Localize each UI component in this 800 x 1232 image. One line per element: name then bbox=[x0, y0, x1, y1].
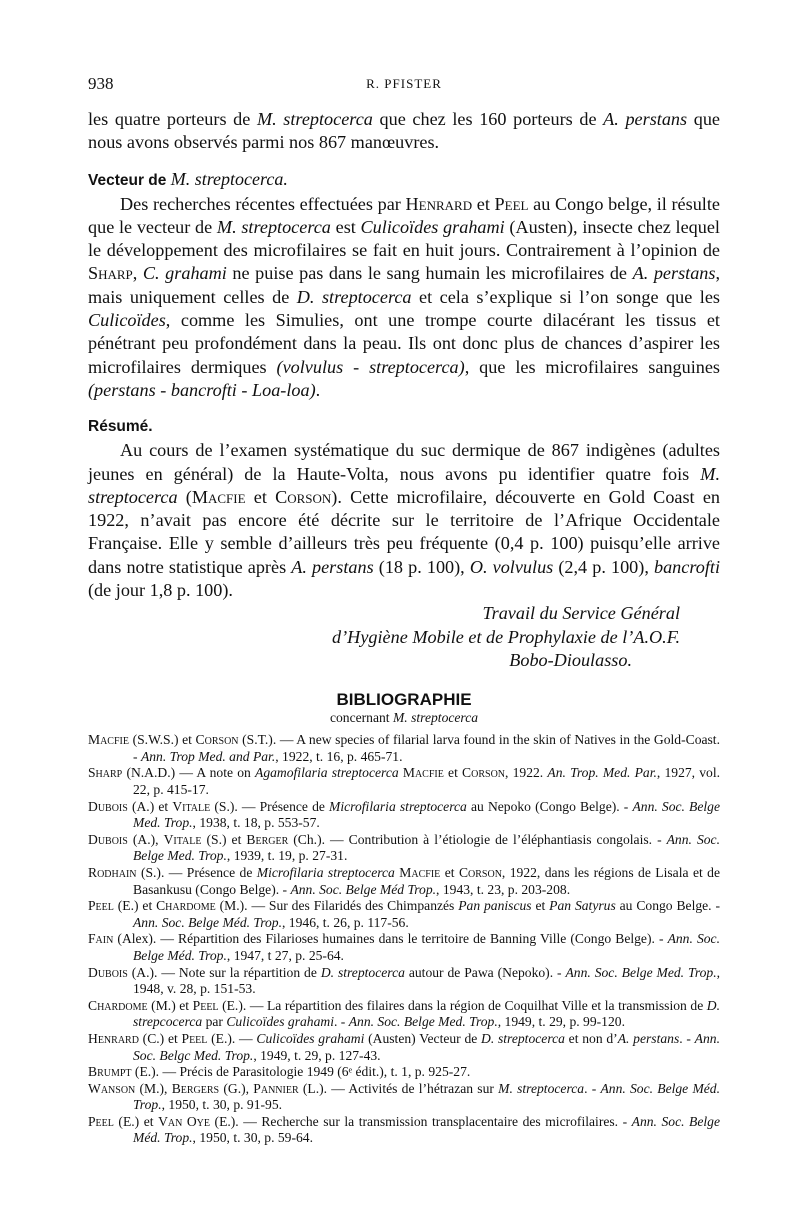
author-name: Peel bbox=[181, 1030, 208, 1046]
text: , 1927, vol. 22, p. 415-17. bbox=[133, 765, 721, 798]
reference-item bbox=[88, 1064, 720, 1081]
journal-title: Ann. Soc. Belge Med. Trop. bbox=[133, 831, 720, 864]
text: . - bbox=[679, 1030, 695, 1046]
section-heading-vecteur bbox=[88, 169, 720, 190]
text: (L.). — Activités de l’hétrazan sur bbox=[298, 1080, 499, 1096]
text: (M.). — Sur des Filaridés des Chimpanzés bbox=[215, 898, 459, 914]
species-name: C. grahami bbox=[142, 263, 227, 284]
text: ( bbox=[177, 486, 192, 507]
species-name: Culicoïdes bbox=[88, 310, 166, 331]
vecteur-paragraph bbox=[88, 193, 720, 403]
text: (N.A.D.) — A note on bbox=[122, 765, 256, 781]
author-name: Peel bbox=[88, 898, 114, 914]
author-name: Sharp bbox=[88, 765, 123, 781]
journal-title: Ann. Soc. Belge Méd. Trop. bbox=[133, 1113, 720, 1146]
reference-item bbox=[88, 832, 720, 865]
text: autour de Pawa (Nepoko). - bbox=[404, 964, 566, 980]
species-name: M. streptocerca bbox=[256, 109, 373, 129]
author-name: Sharp bbox=[88, 263, 133, 284]
text: (Austen) Vecteur de bbox=[364, 1030, 482, 1046]
text: (E.) et bbox=[113, 1113, 159, 1129]
text: , 1950, t. 30, p. 59-64. bbox=[192, 1130, 313, 1146]
species-name: O. volvulus bbox=[469, 556, 554, 577]
species-name: Pan Satyrus bbox=[549, 898, 616, 914]
author-name: Bergers bbox=[171, 1080, 220, 1096]
species-name: M. streptocerca bbox=[216, 216, 331, 237]
journal-title: Ann. Soc. Belge Méd. Trop. bbox=[133, 931, 720, 963]
species-name: Culicoïdes grahami bbox=[256, 1030, 365, 1046]
text: et bbox=[443, 765, 463, 781]
text: , bbox=[132, 263, 143, 284]
reference-item bbox=[88, 1081, 720, 1114]
text: (M.), bbox=[135, 1080, 172, 1096]
text: que chez les 160 porteurs de bbox=[372, 109, 604, 129]
author-name: Corson bbox=[462, 765, 506, 781]
affiliation-line-1: Travail du Service Général bbox=[482, 603, 680, 624]
species-name: D. strepcocerca bbox=[133, 997, 720, 1030]
species-name: Microfilaria streptocerca bbox=[256, 864, 395, 880]
text: (S.) et bbox=[201, 831, 247, 847]
journal-title: Ann. Soc. Belge Méd Trop. bbox=[290, 881, 437, 897]
text: . bbox=[315, 379, 321, 400]
author-name: Peel bbox=[192, 997, 219, 1013]
author-name: Wanson bbox=[88, 1080, 136, 1096]
section-heading-resume: Résumé. bbox=[88, 418, 153, 436]
author-name: Henrard bbox=[88, 1030, 139, 1046]
species-name: D. streptocerca bbox=[481, 1030, 565, 1046]
author-name: Berger bbox=[246, 831, 289, 847]
text: , 1947, t 27, p. 25-64. bbox=[226, 947, 344, 963]
text: , que les microfilaires sanguines bbox=[464, 356, 720, 377]
species-name: Culicoïdes grahami bbox=[226, 1014, 334, 1030]
species-name: (perstans - bancrofti - Loa-loa) bbox=[88, 379, 316, 400]
text: et cela s’explique si l’on songe que les bbox=[411, 286, 720, 307]
journal-title: Ann. Soc. Belge Med. Trop. bbox=[565, 964, 717, 980]
reference-item bbox=[88, 732, 720, 765]
text: au Congo Belge. - bbox=[615, 898, 720, 914]
text: par bbox=[202, 1014, 227, 1030]
journal-title: Ann. Trop Med. and Par. bbox=[140, 748, 276, 764]
text: , 1948, v. 28, p. 151-53. bbox=[133, 964, 721, 997]
journal-title: Ann. Soc. Belge Méd. Trop. bbox=[133, 914, 282, 930]
journal-title: An. Trop. Med. Par. bbox=[547, 765, 657, 781]
article-body bbox=[88, 108, 720, 1147]
species-name: A. perstans bbox=[617, 1030, 680, 1046]
text: (M.) et bbox=[147, 997, 193, 1013]
running-title: R. PFISTER bbox=[366, 76, 442, 91]
text: (S.). — Présence de bbox=[136, 864, 257, 880]
text: et bbox=[440, 864, 459, 880]
heading-species: M. streptocerca. bbox=[170, 168, 288, 189]
text: , 1922, dans les régions de Lisala et de Basankusu (Congo Belge). - bbox=[133, 864, 721, 897]
bibliography-title: BIBLIOGRAPHIE bbox=[336, 690, 472, 710]
text: (Austen), insecte chez lequel le développement des microfilaires se fait en huit jours. Contrairement à l’opinion de bbox=[88, 216, 720, 261]
text: (18 p. 100), bbox=[373, 556, 470, 577]
text: , 1946, t. 26, p. 117-56. bbox=[282, 914, 409, 930]
reference-item bbox=[88, 1031, 720, 1064]
text: et bbox=[245, 486, 276, 507]
species-name: (volvulus - streptocerca) bbox=[276, 356, 465, 377]
reference-list bbox=[88, 732, 720, 1147]
text: (E.). — bbox=[207, 1030, 257, 1046]
reference-item bbox=[88, 931, 720, 964]
reference-item bbox=[88, 898, 720, 931]
species-name: A. perstans bbox=[632, 263, 716, 284]
journal-title: Ann. Soc. Belge Med. Trop. bbox=[348, 1014, 498, 1030]
author-name: Corson bbox=[275, 486, 332, 507]
author-name: Van Oye bbox=[158, 1113, 211, 1129]
text: (S.W.S.) et bbox=[128, 732, 196, 748]
text: Au cours de l’examen systématique du suc dermique de 867 indigènes (adultes jeunes en général) de la Haute-Volta, nous avons pu identifier quatre fois bbox=[88, 440, 720, 484]
author-name: Chardome bbox=[88, 997, 148, 1013]
text: (A.), bbox=[127, 831, 164, 847]
species-name: Microfilaria streptocerca bbox=[329, 798, 467, 814]
author-name: Macfie bbox=[191, 486, 246, 507]
affiliation-line-3: Bobo-Dioulasso. bbox=[509, 649, 632, 670]
author-name: Corson bbox=[458, 864, 502, 880]
species-name: M. streptocerca bbox=[498, 1080, 585, 1096]
text: (Alex). — Répartition des Filarioses humaines dans le territoire de Banning Ville (Congo Belge). - bbox=[113, 931, 668, 947]
text: concernant bbox=[329, 710, 393, 726]
text: , 1949, t. 29, p. 127-43. bbox=[253, 1047, 381, 1063]
text: , 1943, t. 23, p. 203-208. bbox=[436, 881, 571, 897]
text: (E.). — Précis de Parasitologie 1949 (6ᵉ édit.), t. 1, p. 925-27. bbox=[131, 1064, 471, 1080]
journal-title: Ann. Soc. Belgc Med. Trop. bbox=[133, 1030, 720, 1063]
species-name: M. streptocerca bbox=[88, 463, 720, 507]
text: Des recherches récentes effectuées par bbox=[120, 193, 406, 214]
author-name: Chardome bbox=[156, 898, 216, 914]
species-name: A. perstans bbox=[291, 556, 374, 577]
author-name: Macfie bbox=[399, 864, 441, 880]
reference-item bbox=[88, 1114, 720, 1147]
text: , 1939, t. 19, p. 27-31. bbox=[226, 848, 348, 864]
journal-title: Ann. Soc. Belge Méd. Trop. bbox=[133, 1080, 721, 1113]
text: ne puise pas dans le sang humain les microfilaires de bbox=[226, 263, 633, 284]
reference-item bbox=[88, 799, 720, 832]
species-name: bancrofti bbox=[653, 556, 720, 577]
reference-item bbox=[88, 865, 720, 898]
text: . - bbox=[333, 1014, 349, 1030]
species-name: M. streptocerca bbox=[392, 710, 479, 726]
text: que nous avons observés parmi nos 867 manœuvres. bbox=[88, 109, 720, 153]
bibliography-subtitle bbox=[88, 710, 720, 726]
author-name: Pannier bbox=[253, 1080, 299, 1096]
text: (2,4 p. 100), bbox=[553, 556, 654, 577]
intro-paragraph bbox=[88, 108, 720, 155]
text: (E.). — Recherche sur la transmission transplacentaire des microfilaires. - bbox=[210, 1113, 632, 1129]
author-name: Brumpt bbox=[88, 1064, 132, 1080]
reference-item bbox=[88, 765, 720, 798]
reference-item bbox=[88, 998, 720, 1031]
text: (S.T.). — A new species of filarial larva found in the skin of Natives in the Gold-Coast. - bbox=[133, 732, 720, 764]
species-name: Culicoïdes grahami bbox=[360, 216, 505, 237]
text: (C.) et bbox=[138, 1030, 182, 1046]
text: est bbox=[330, 216, 361, 237]
text: , 1922. bbox=[505, 765, 548, 781]
text: (de jour 1,8 p. 100). bbox=[88, 580, 233, 601]
text: (E.) et bbox=[113, 898, 157, 914]
author-name: Peel bbox=[494, 193, 529, 214]
text: et non d’ bbox=[564, 1030, 618, 1046]
author-name: Macfie bbox=[88, 732, 129, 748]
resume-paragraph bbox=[88, 439, 720, 602]
text: , 1949, t. 29, p. 99-120. bbox=[497, 1014, 625, 1030]
text: , comme les Simulies, ont une trompe courte dilacérant les tissus et pénétrant peu profondément dans la peau. Ils ont donc plus de chances d’aspirer les microfilaires dermiques bbox=[88, 310, 720, 377]
affiliation-line-2: d’Hygiène Mobile et de Prophylaxie de l’A.O.F. bbox=[332, 626, 680, 647]
text: (G.), bbox=[219, 1080, 254, 1096]
text: . - bbox=[584, 1080, 601, 1096]
author-name: Vitale bbox=[163, 831, 202, 847]
author-name: Henrard bbox=[405, 193, 473, 214]
text: , 1922, t. 16, p. 465-71. bbox=[275, 748, 403, 764]
text: ). Cette microfilaire, découverte en Gold Coast en 1922, n’avait pas encore été décrite sur le territoire de l’Afrique Occidentale Française. Elle y semble d’ailleurs très peu fréquente (0,4 p. 100) puisqu’elle arrive dans notre statistique après bbox=[88, 486, 720, 577]
author-name: Dubois bbox=[88, 831, 128, 847]
author-name: Fain bbox=[88, 931, 114, 947]
text: , mais uniquement celles de bbox=[88, 263, 721, 307]
text: (Ch.). — Contribution à l’étiologie de l’éléphantiasis congolais. - bbox=[288, 831, 667, 847]
journal-title: Ann. Soc. Belge Med. Trop. bbox=[133, 798, 721, 831]
text: les quatre porteurs de bbox=[88, 109, 257, 129]
text: et bbox=[472, 193, 495, 214]
author-name: Dubois bbox=[88, 964, 128, 980]
page-header bbox=[88, 74, 720, 98]
page-number: 938 bbox=[88, 74, 114, 93]
heading-text: Vecteur de bbox=[88, 171, 167, 189]
text: et bbox=[531, 898, 550, 914]
species-name: D. streptocerca bbox=[296, 286, 412, 307]
author-name: Dubois bbox=[88, 798, 128, 814]
text: (A.). — Note sur la répartition de bbox=[127, 964, 321, 980]
author-name: Macfie bbox=[402, 765, 444, 781]
author-name: Corson bbox=[195, 732, 239, 748]
author-name: Rodhain bbox=[88, 864, 137, 880]
species-name: A. perstans bbox=[603, 109, 688, 129]
text: (A.) et bbox=[127, 798, 173, 814]
text: , 1938, t. 18, p. 553-57. bbox=[192, 815, 320, 831]
species-name: Pan paniscus bbox=[458, 898, 532, 914]
text: , 1950, t. 30, p. 91-95. bbox=[161, 1097, 283, 1113]
species-name: Agamofilaria streptocerca bbox=[255, 765, 399, 781]
author-name: Peel bbox=[88, 1113, 114, 1129]
reference-item bbox=[88, 965, 720, 998]
text: au Nepoko (Congo Belge). - bbox=[466, 798, 633, 814]
text: (S.). — Présence de bbox=[210, 798, 330, 814]
author-name: Vitale bbox=[172, 798, 211, 814]
text: (E.). — La répartition des filaires dans la région de Coquilhat Ville et la transmission de bbox=[218, 997, 707, 1013]
species-name: D. streptocerca bbox=[320, 964, 405, 980]
text: au Congo belge, il résulte que le vecteur de bbox=[88, 193, 720, 237]
